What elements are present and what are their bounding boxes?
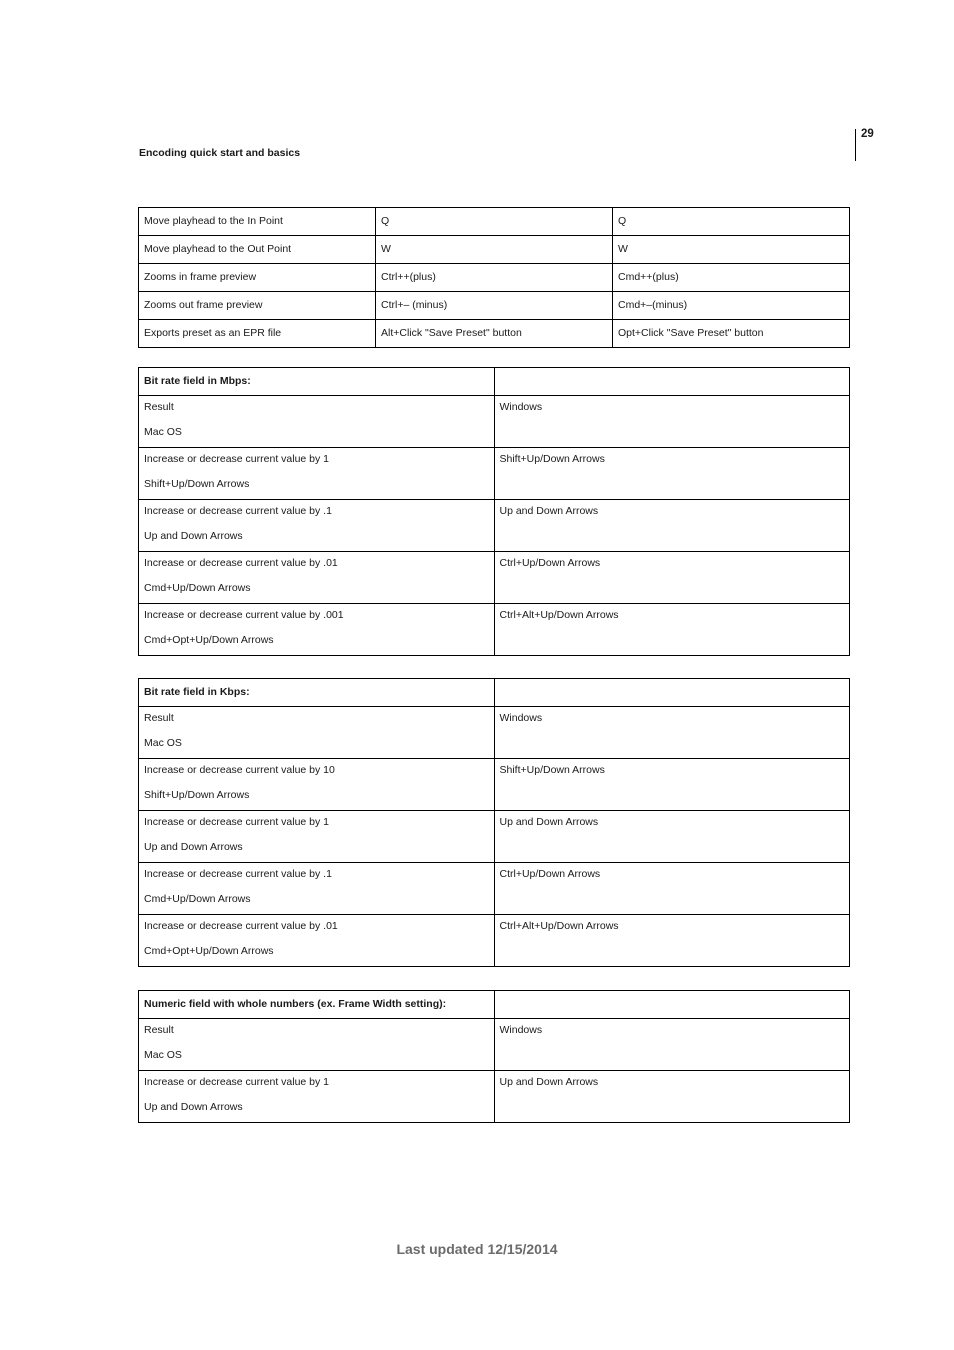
table-header-row (139, 991, 850, 1019)
table-cell (139, 1071, 495, 1123)
table-cell (139, 396, 495, 448)
cell-line: Shift+Up/Down Arrows (144, 789, 250, 801)
cell-line: Increase or decrease current value by 10 (144, 764, 335, 776)
table-cell (139, 915, 495, 967)
table-row (139, 208, 850, 236)
table-header-row (139, 368, 850, 396)
table-cell: Ctrl+– (minus) (376, 292, 613, 320)
cell-line: Increase or decrease current value by .1 (144, 868, 332, 880)
running-head: Encoding quick start and basics (139, 147, 301, 159)
table-cell (139, 759, 495, 811)
table-cell: W (613, 236, 850, 264)
table-cell: Up and Down Arrows (494, 500, 850, 552)
cell-line: Increase or decrease current value by 1 (144, 1076, 330, 1088)
table-cell: Exports preset as an EPR file (139, 320, 376, 348)
table-cell (139, 863, 495, 915)
table-cell (139, 448, 495, 500)
page-number-rule (855, 129, 856, 161)
cell-line: Mac OS (144, 1049, 182, 1061)
table-row (139, 396, 850, 448)
table-cell: Opt+Click "Save Preset" button (613, 320, 850, 348)
table-cell: Cmd+–(minus) (613, 292, 850, 320)
table-cell (139, 707, 495, 759)
table-cell: Move playhead to the Out Point (139, 236, 376, 264)
table-cell: W (376, 236, 613, 264)
table-row (139, 552, 850, 604)
table-row (139, 236, 850, 264)
cell-line: Increase or decrease current value by .1 (144, 505, 332, 517)
cell-line: Increase or decrease current value by 1 (144, 816, 330, 828)
table-cell: Ctrl+Up/Down Arrows (494, 552, 850, 604)
cell-line: Up and Down Arrows (144, 530, 243, 542)
table-cell: Q (613, 208, 850, 236)
table-cell: Alt+Click "Save Preset" button (376, 320, 613, 348)
table-cell: Zooms out frame preview (139, 292, 376, 320)
table-title: Bit rate field in Mbps: (139, 368, 495, 396)
table-row (139, 448, 850, 500)
table-cell (139, 500, 495, 552)
cell-line: Shift+Up/Down Arrows (144, 478, 250, 490)
table-title: Numeric field with whole numbers (ex. Frame Width setting): (139, 991, 495, 1019)
mbps-table (138, 367, 850, 656)
cell-line: Up and Down Arrows (144, 841, 243, 853)
cell-line: Increase or decrease current value by 1 (144, 453, 330, 465)
last-updated-footer: Last updated 12/15/2014 (396, 1241, 558, 1257)
table-row (139, 759, 850, 811)
table-cell: Ctrl+Alt+Up/Down Arrows (494, 915, 850, 967)
table-row (139, 500, 850, 552)
cell-line: Cmd+Opt+Up/Down Arrows (144, 634, 274, 646)
table-cell (139, 1019, 495, 1071)
numeric-table (138, 990, 850, 1123)
table-row (139, 863, 850, 915)
table-cell (139, 811, 495, 863)
table-cell (139, 604, 495, 656)
table-row (139, 811, 850, 863)
table-row (139, 1019, 850, 1071)
table-cell: Ctrl+Up/Down Arrows (494, 863, 850, 915)
cell-line: Increase or decrease current value by .01 (144, 557, 338, 569)
page-number: 29 (861, 128, 874, 140)
table-row (139, 320, 850, 348)
shortcuts-table (138, 207, 850, 348)
table-cell: Ctrl++(plus) (376, 264, 613, 292)
table-cell: Zooms in frame preview (139, 264, 376, 292)
table-row (139, 264, 850, 292)
table-row (139, 292, 850, 320)
table-cell: Windows (494, 707, 850, 759)
table-cell: Cmd++(plus) (613, 264, 850, 292)
table-row (139, 604, 850, 656)
table-cell: Shift+Up/Down Arrows (494, 759, 850, 811)
cell-line: Cmd+Up/Down Arrows (144, 582, 251, 594)
table-cell: Up and Down Arrows (494, 811, 850, 863)
table-cell: Windows (494, 396, 850, 448)
cell-line: Increase or decrease current value by .001 (144, 609, 344, 621)
table-cell: Up and Down Arrows (494, 1071, 850, 1123)
cell-line: Mac OS (144, 426, 182, 438)
table-cell (494, 368, 850, 396)
table-row (139, 1071, 850, 1123)
table-cell: Shift+Up/Down Arrows (494, 448, 850, 500)
table-title: Bit rate field in Kbps: (139, 679, 495, 707)
cell-line: Cmd+Opt+Up/Down Arrows (144, 945, 274, 957)
cell-line: Up and Down Arrows (144, 1101, 243, 1113)
table-row (139, 707, 850, 759)
table-row (139, 915, 850, 967)
table-cell: Q (376, 208, 613, 236)
table-header-row (139, 679, 850, 707)
kbps-table (138, 678, 850, 967)
table-cell (139, 552, 495, 604)
cell-line: Result (144, 712, 174, 724)
cell-line: Mac OS (144, 737, 182, 749)
cell-line: Cmd+Up/Down Arrows (144, 893, 251, 905)
cell-line: Increase or decrease current value by .01 (144, 920, 338, 932)
table-cell: Move playhead to the In Point (139, 208, 376, 236)
table-cell: Windows (494, 1019, 850, 1071)
table-cell: Ctrl+Alt+Up/Down Arrows (494, 604, 850, 656)
table-cell (494, 679, 850, 707)
table-cell (494, 991, 850, 1019)
cell-line: Result (144, 1024, 174, 1036)
cell-line: Result (144, 401, 174, 413)
